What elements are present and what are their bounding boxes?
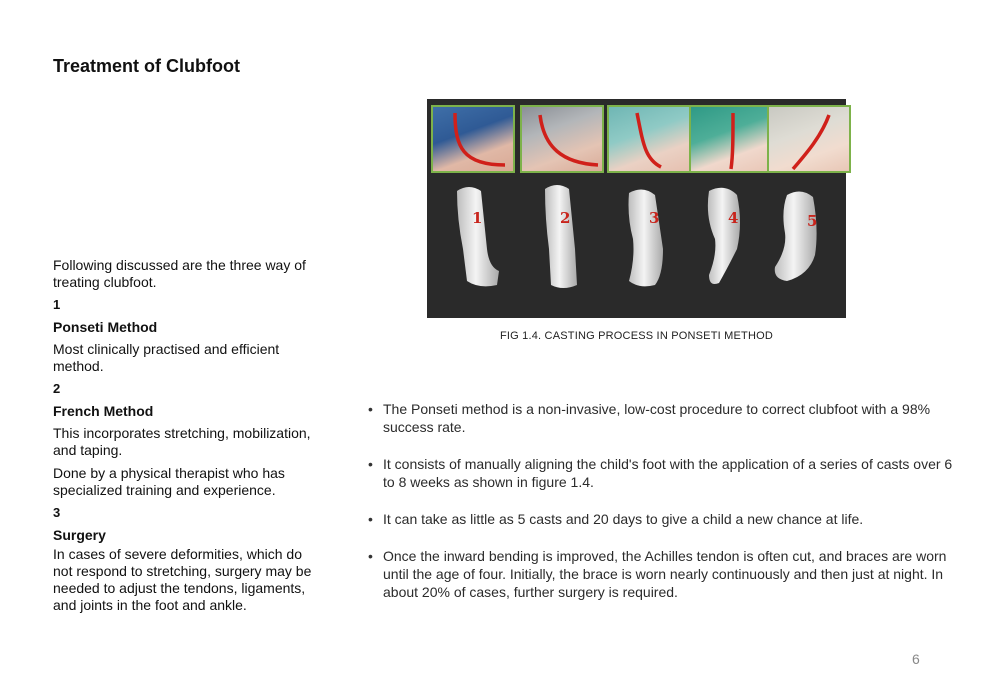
intro-text: Following discussed are the three way of treating clubfoot. <box>53 257 306 290</box>
method-heading-surgery: Surgery <box>53 527 106 543</box>
bullet-item: • The Ponseti method is a non-invasive, low-cost procedure to correct clubfoot with a 98% success rate. <box>368 400 953 436</box>
bullet-item: • It consists of manually aligning the child's foot with the application of a series of casts over 6 to 8 weeks as shown in figure 1.4. <box>368 455 953 491</box>
cast-1-shape <box>457 187 499 286</box>
cast-label: 5 <box>807 212 818 230</box>
cast-label: 4 <box>728 209 739 227</box>
cast-label: 3 <box>649 209 660 227</box>
method-heading-ponseti: Ponseti Method <box>53 319 158 335</box>
method-number: 2 <box>53 381 61 396</box>
cast-label: 1 <box>472 209 483 227</box>
treatment-list <box>53 257 315 620</box>
figure-caption: FIG 1.4. CASTING PROCESS IN PONSETI METHOD <box>499 330 774 342</box>
method-description: This incorporates stretching, mobilization, and taping. <box>53 425 311 458</box>
method-description: Most clinically practised and efficient method. <box>53 341 280 374</box>
cast-2-shape <box>545 185 577 288</box>
cast-3-shape <box>629 189 664 286</box>
method-number: 3 <box>53 505 61 520</box>
cast-5-shape <box>775 191 817 281</box>
slide-title: Treatment of Clubfoot <box>53 56 240 76</box>
bullet-list <box>368 400 953 620</box>
bullet-item: • Once the inward bending is improved, the Achilles tendon is often cut, and braces are worn until the age of four. Initially, the brace is worn nearly continuously and then just at night. In about 20% of cases, further surgery is required. <box>368 547 953 601</box>
method-description: Done by a physical therapist who has specialized training and experience. <box>53 465 285 498</box>
casts-drawing <box>427 99 846 318</box>
casting-figure <box>427 99 846 318</box>
cast-label: 2 <box>560 209 571 227</box>
bullet-item: • It can take as little as 5 casts and 20 days to give a child a new chance at life. <box>368 510 953 528</box>
cast-4-shape <box>708 188 740 284</box>
method-number: 1 <box>53 297 61 312</box>
page-number: 6 <box>912 651 920 667</box>
method-heading-french: French Method <box>53 403 154 419</box>
method-description: In cases of severe deformities, which do not respond to stretching, surgery may be needed to adjust the tendons, ligaments, and joints in the foot and ankle. <box>53 546 312 613</box>
